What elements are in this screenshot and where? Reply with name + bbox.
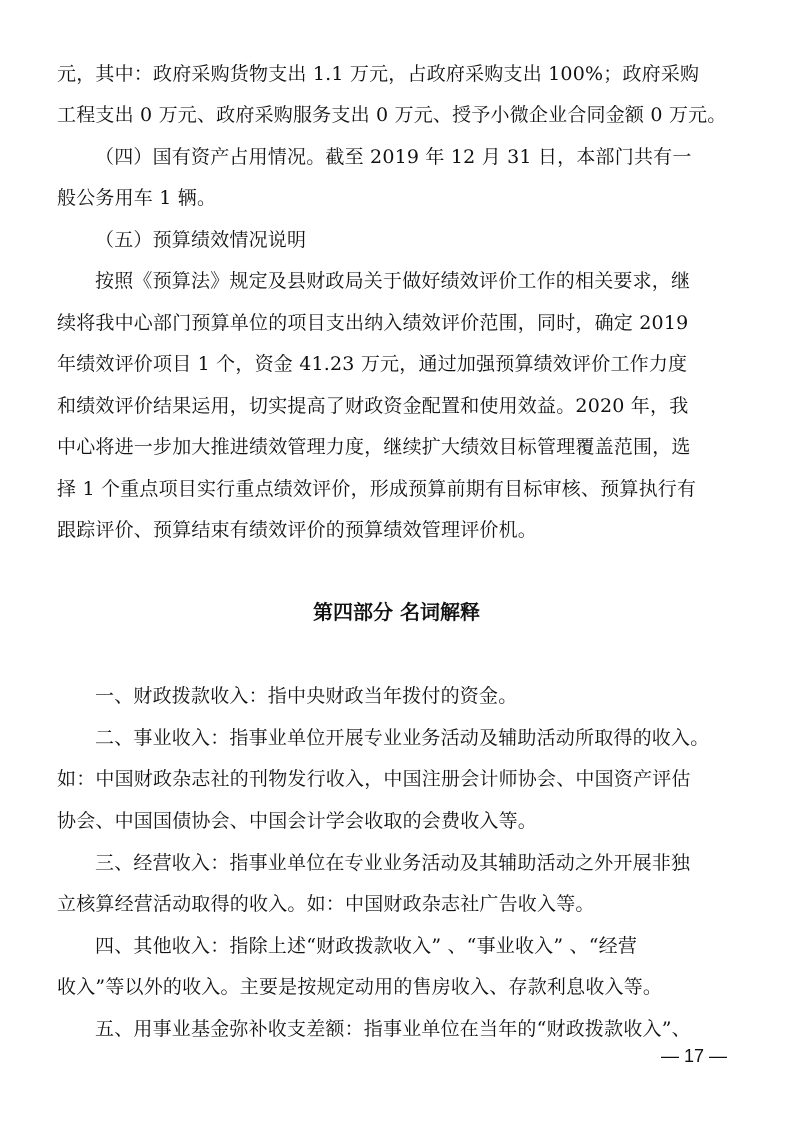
- page-number: — 17 —: [660, 1046, 727, 1066]
- term-definition: 五、用事业基金弥补收支差额：指事业单位在当年的“财政拨款收入”、: [95, 1018, 691, 1040]
- paragraph-line: 收入”等以外的收入。主要是按规定动用的售房收入、存款利息收入等。: [57, 976, 663, 998]
- paragraph-line: 立核算经营活动取得的收入。如：中国财政杂志社广告收入等。: [57, 893, 595, 915]
- term-definition: 二、事业收入：指事业单位开展专业业务活动及辅助活动所取得的收入。: [95, 727, 710, 749]
- paragraph-line: 年绩效评价项目 1 个，资金 41.23 万元，通过加强预算绩效评价工作力度: [57, 353, 688, 375]
- paragraph-line: 中心将进一步加大推进绩效管理力度，继续扩大绩效目标管理覆盖范围，选: [57, 436, 691, 458]
- paragraph-line: 元，其中：政府采购货物支出 1.1 万元，占政府采购支出 100%；政府采购: [57, 63, 700, 85]
- term-definition: 四、其他收入：指除上述“财政拨款收入” 、“事业收入” 、“经营: [95, 935, 638, 957]
- paragraph-line: （四）国有资产占用情况。截至 2019 年 12 月 31 日，本部门共有一: [95, 146, 692, 168]
- paragraph-line: 跟踪评价、预算结束有绩效评价的预算绩效管理评价机。: [57, 519, 538, 541]
- paragraph-line: 择 1 个重点项目实行重点绩效评价，形成预算前期有目标审核、预算执行有: [57, 478, 697, 500]
- section-title: 第四部分 名词解释: [313, 600, 480, 624]
- paragraph-line: 按照《预算法》规定及县财政局关于做好绩效评价工作的相关要求，继: [95, 270, 691, 292]
- paragraph-line: 协会、中国国债协会、中国会计学会收取的会费收入等。: [57, 810, 538, 832]
- term-definition: 一、财政拨款收入：指中央财政当年拨付的资金。: [95, 685, 518, 707]
- subsection-heading: （五）预算绩效情况说明: [95, 229, 307, 251]
- paragraph-line: 工程支出 0 万元、政府采购服务支出 0 万元、授予小微企业合同金额 0 万元。: [57, 104, 727, 126]
- paragraph-line: 续将我中心部门预算单位的项目支出纳入绩效评价范围，同时，确定 2019: [57, 312, 689, 334]
- paragraph-line: 般公务用车 1 辆。: [57, 187, 217, 209]
- paragraph-line: 和绩效评价结果运用，切实提高了财政资金配置和使用效益。2020 年，我: [57, 395, 689, 417]
- term-definition: 三、经营收入：指事业单位在专业业务活动及其辅助活动之外开展非独: [95, 852, 691, 874]
- paragraph-line: 如：中国财政杂志社的刊物发行收入，中国注册会计师协会、中国资产评估: [57, 768, 691, 790]
